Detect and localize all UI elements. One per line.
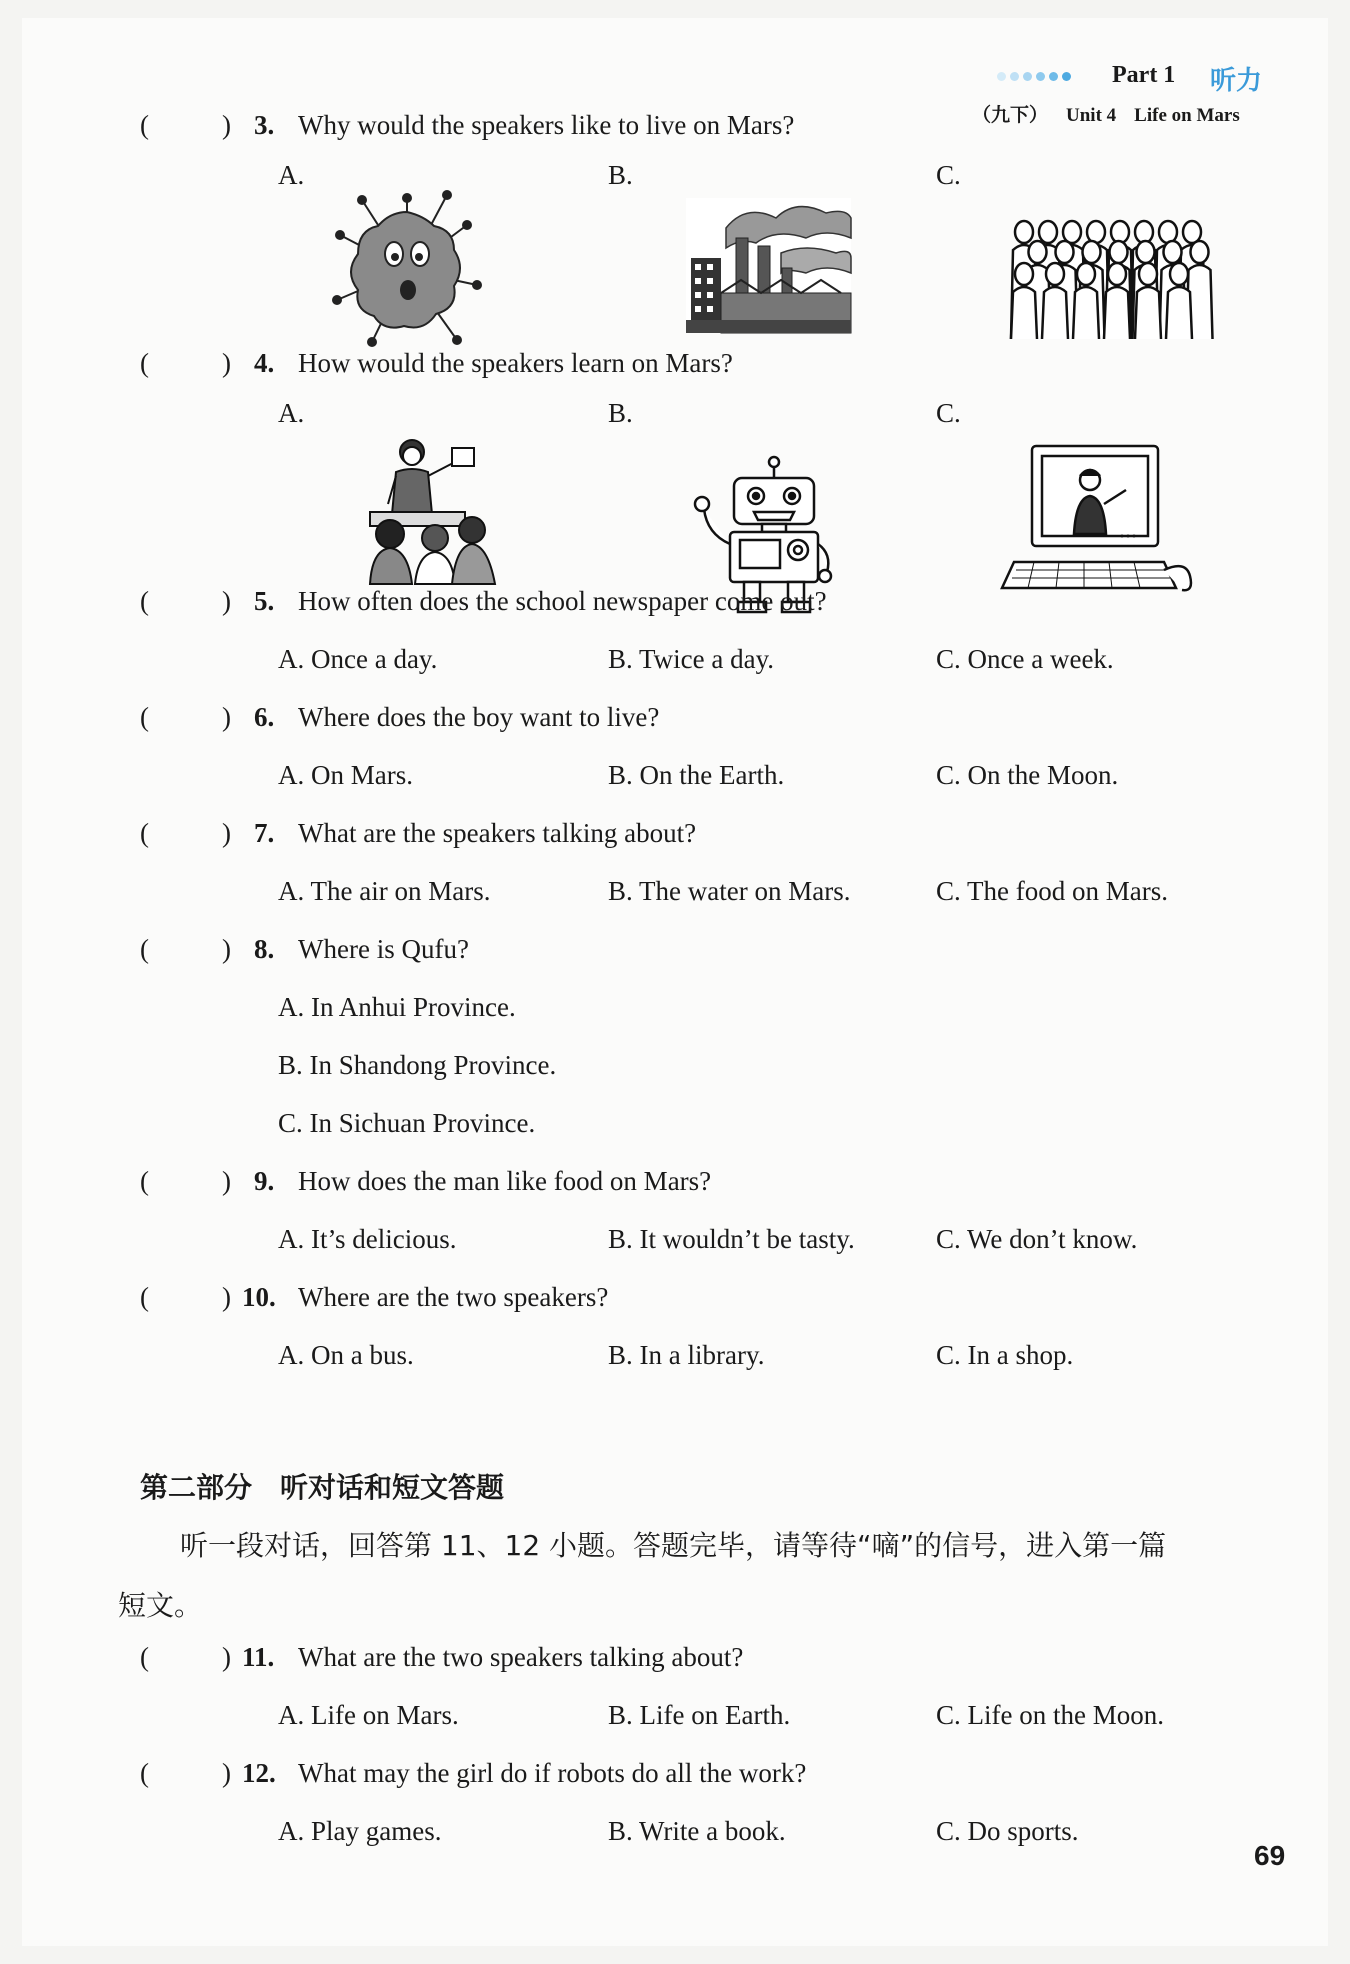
- question-number: 3.: [254, 110, 275, 140]
- question-number: 8.: [254, 934, 275, 964]
- answer-blank-right: ): [222, 1642, 231, 1672]
- option-c-label[interactable]: C.: [936, 398, 961, 428]
- header-dot: [997, 72, 1006, 81]
- answer-blank-left[interactable]: (: [140, 818, 149, 848]
- question-text: How often does the school newspaper come out?: [298, 586, 827, 616]
- question-number: 12.: [242, 1758, 276, 1788]
- section-title: [140, 1466, 504, 1506]
- option-a[interactable]: A. Life on Mars.: [278, 1700, 459, 1730]
- answer-blank-right: ): [222, 1282, 231, 1312]
- header-dot: [1036, 72, 1045, 81]
- option-c[interactable]: C. On the Moon.: [936, 760, 1119, 790]
- header-unit-number: Unit 4: [1066, 105, 1117, 126]
- header-dot: [1010, 72, 1019, 81]
- option-c[interactable]: C. Do sports.: [936, 1816, 1079, 1846]
- section-instruction-line2: 短文。: [118, 1589, 203, 1622]
- option-b-label[interactable]: B.: [608, 398, 633, 428]
- header-dot: [1049, 72, 1058, 81]
- option-b-label[interactable]: B.: [608, 160, 633, 190]
- option-b[interactable]: B. The water on Mars.: [608, 876, 851, 906]
- option-a[interactable]: A. On a bus.: [278, 1340, 414, 1370]
- option-a-label[interactable]: A.: [278, 398, 305, 428]
- header-part: Part 1: [1112, 62, 1176, 88]
- option-b[interactable]: B. In Shandong Province.: [278, 1050, 557, 1080]
- question-text: Where are the two speakers?: [298, 1282, 609, 1312]
- question-text: What are the two speakers talking about?: [298, 1642, 744, 1672]
- answer-blank-left[interactable]: (: [140, 348, 149, 378]
- crowd-icon[interactable]: [1012, 214, 1202, 339]
- answer-blank-right: ): [222, 1758, 231, 1788]
- answer-blank-left[interactable]: (: [140, 1282, 149, 1312]
- option-c[interactable]: C. The food on Mars.: [936, 876, 1168, 906]
- section-instruction-line1: 听一段对话，回答第 11、12 小题。答题完毕，请等待“嘀”的信号，进入第一篇: [180, 1529, 1167, 1562]
- question-number: 5.: [254, 586, 275, 616]
- option-b[interactable]: B. Write a book.: [608, 1816, 786, 1846]
- question-number: 9.: [254, 1166, 275, 1196]
- section-number: 第二部分: [140, 1471, 253, 1504]
- teacher-students-icon[interactable]: [360, 434, 505, 584]
- question-number: 11.: [242, 1642, 275, 1672]
- question-number: 10.: [242, 1282, 276, 1312]
- header-dot: [1023, 72, 1032, 81]
- header-unit: [972, 100, 1258, 127]
- option-b[interactable]: B. In a library.: [608, 1340, 765, 1370]
- option-b[interactable]: B. Twice a day.: [608, 644, 775, 674]
- question-text: Where does the boy want to live?: [298, 702, 660, 732]
- answer-blank-left[interactable]: (: [140, 1758, 149, 1788]
- option-b[interactable]: B. Life on Earth.: [608, 1700, 791, 1730]
- header-dots: [997, 72, 1071, 81]
- answer-blank-left[interactable]: (: [140, 934, 149, 964]
- factory-icon[interactable]: [686, 198, 851, 333]
- answer-blank-left[interactable]: (: [140, 586, 149, 616]
- answer-blank-right: ): [222, 110, 231, 140]
- option-c[interactable]: C. We don’t know.: [936, 1224, 1138, 1254]
- question-text: How would the speakers learn on Mars?: [298, 348, 733, 378]
- answer-blank-right: ): [222, 818, 231, 848]
- section-name: 听对话和短文答题: [280, 1471, 505, 1504]
- option-c-label[interactable]: C.: [936, 160, 961, 190]
- answer-blank-right: ): [222, 1166, 231, 1196]
- computer-teacher-icon[interactable]: [994, 442, 1199, 592]
- question-text: How does the man like food on Mars?: [298, 1166, 712, 1196]
- workbook-page: [22, 18, 1328, 1946]
- answer-blank-right: ): [222, 348, 231, 378]
- question-text: What are the speakers talking about?: [298, 818, 697, 848]
- question-text: Why would the speakers like to live on Mars?: [298, 110, 795, 140]
- option-a[interactable]: A. Once a day.: [278, 644, 438, 674]
- answer-blank-left[interactable]: (: [140, 1166, 149, 1196]
- option-b[interactable]: B. On the Earth.: [608, 760, 785, 790]
- option-b[interactable]: B. It wouldn’t be tasty.: [608, 1224, 855, 1254]
- answer-blank-left[interactable]: (: [140, 702, 149, 732]
- header-unit-title: Life on Mars: [1134, 105, 1240, 126]
- question-text: Where is Qufu?: [298, 934, 469, 964]
- question-number: 4.: [254, 348, 275, 378]
- answer-blank-left[interactable]: (: [140, 1642, 149, 1672]
- page-number: 69: [1254, 1840, 1286, 1871]
- question-number: 7.: [254, 818, 275, 848]
- answer-blank-right: ): [222, 586, 231, 616]
- header-dot: [1062, 72, 1071, 81]
- header-grade: （九下）: [972, 105, 1049, 126]
- option-a-label[interactable]: A.: [278, 160, 305, 190]
- header-part-cn: 听力: [1210, 66, 1263, 96]
- option-c[interactable]: C. In a shop.: [936, 1340, 1074, 1370]
- option-a[interactable]: A. It’s delicious.: [278, 1224, 457, 1254]
- option-a[interactable]: A. In Anhui Province.: [278, 992, 516, 1022]
- option-c[interactable]: C. Life on the Moon.: [936, 1700, 1164, 1730]
- answer-blank-left[interactable]: (: [140, 110, 149, 140]
- answer-blank-right: ): [222, 934, 231, 964]
- option-c[interactable]: C. Once a week.: [936, 644, 1114, 674]
- virus-icon[interactable]: [332, 190, 482, 350]
- question-text: What may the girl do if robots do all the work?: [298, 1758, 807, 1788]
- answer-blank-right: ): [222, 702, 231, 732]
- option-c[interactable]: C. In Sichuan Province.: [278, 1108, 536, 1138]
- question-number: 6.: [254, 702, 275, 732]
- option-a[interactable]: A. On Mars.: [278, 760, 413, 790]
- option-a[interactable]: A. The air on Mars.: [278, 876, 491, 906]
- option-a[interactable]: A. Play games.: [278, 1816, 442, 1846]
